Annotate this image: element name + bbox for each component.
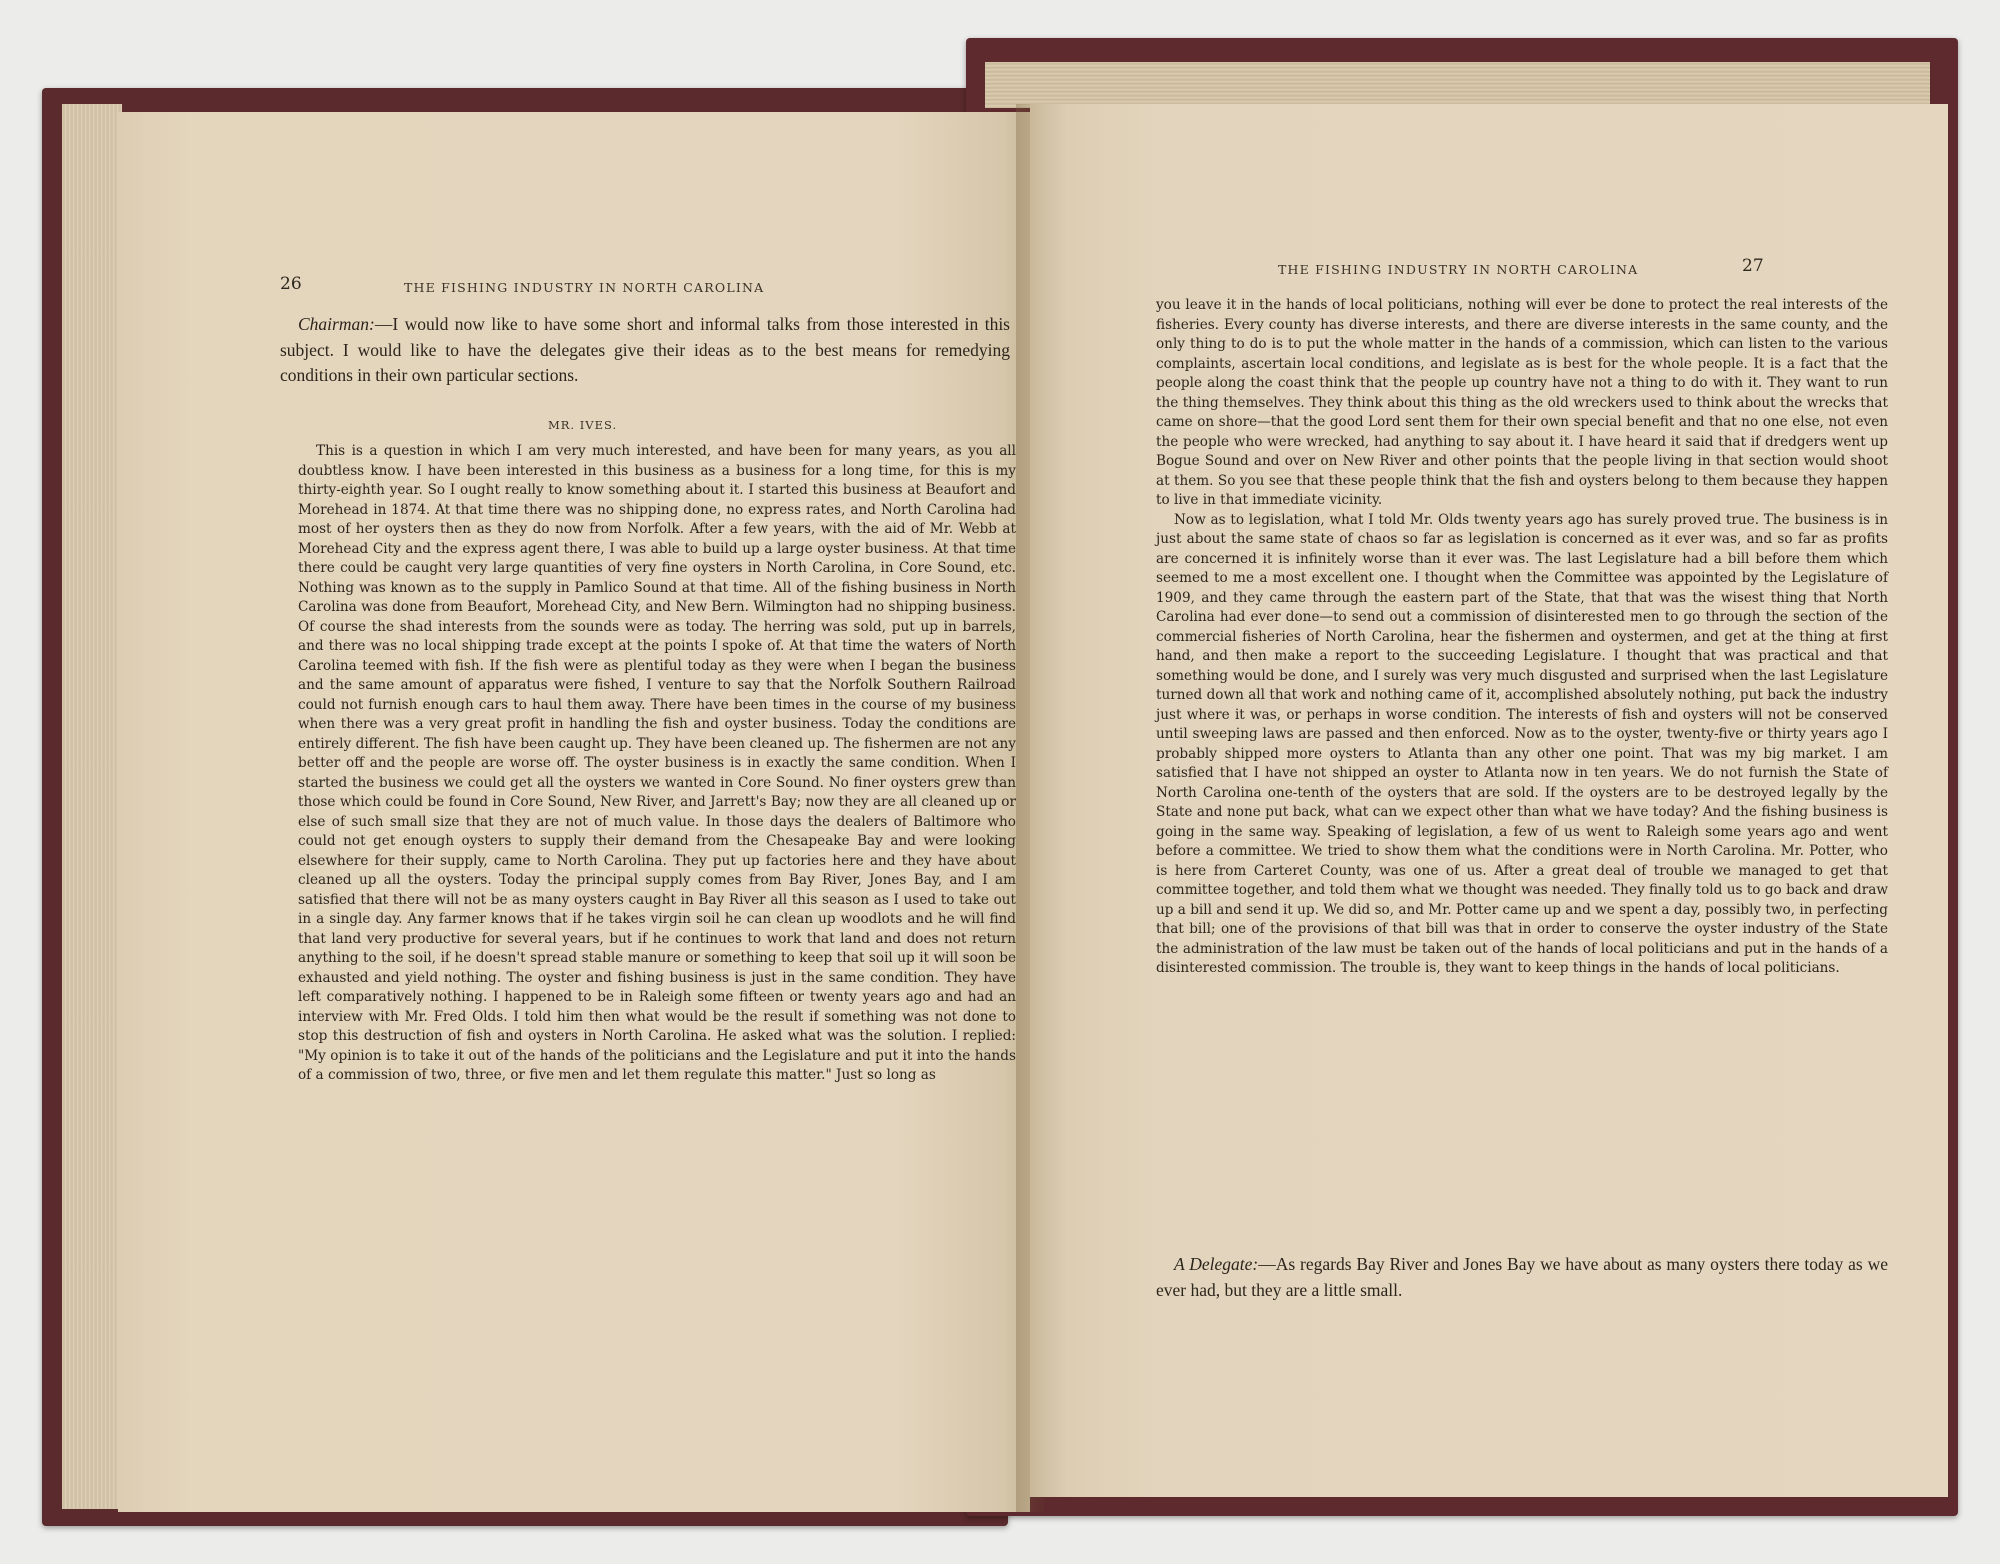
- delegate-text: —As regards Bay River and Jones Bay we have about as many oysters there today as we ever had, but they are a little small.: [1156, 1254, 1888, 1300]
- right-body-text: [1156, 296, 1888, 979]
- right-page-number: 27: [1742, 256, 1764, 276]
- delegate-speaker: A Delegate:: [1174, 1254, 1259, 1274]
- right-paragraph-2: Now as to legislation, what I told Mr. Olds twenty years ago has surely proved true. The business is in just about the same state of chaos so far as legislation is concerned as it ever was, and so far as profits are concerned it is infinitely worse than it ever was. The last Legislature had a bill before them which seemed to me a most excellent one. I thought when the Committee was appointed by the Legislature of 1909, and they came through the eastern part of the State, that that was the wisest thing that North Carolina had ever done—to send out a commission of disinterested men to go through the section of the commercial fisheries of North Carolina, hear the fishermen and oystermen, and get at the thing at first hand, and then make a report to the succeeding Legislature. I thought that was practical and that something would be done, and I surely was very much disgusted and surprised when the last Legislature turned down all that work and nothing came of it, accomplished absolutely nothing, put back the industry just where it was, or perhaps in worse condition. The interests of fish and oysters will not be conserved until sweeping laws are passed and then enforced. Now as to the oyster, twenty-five or thirty years ago I probably shipped more oysters to Atlanta than any other one point. That was my big market. I am satisfied that I have not shipped an oyster to Atlanta now in ten years. We do not furnish the State of North Carolina one-tenth of the oysters that are sold. If the oysters are to be destroyed legally by the State and none put back, what can we expect other than what we have today? And the fishing business is going in the same way. Speaking of legislation, a few of us went to Raleigh some years ago and went before a committee. We tried to show them what the conditions were in North Carolina. Mr. Potter, who is here from Carteret County, was one of us. After a great deal of trouble we managed to get that committee together, and told them what we thought was needed. They finally told us to go back and draw up a bill and send it up. We did so, and Mr. Potter came up and we spent a day, possibly two, in perfecting that bill; one of the provisions of that bill was that in order to conserve the oyster industry of the State the administration of the law must be taken out of the hands of local politicians and put in the hands of a disinterested commission. The trouble is, they want to keep things in the hands of local politicians.: [1156, 511, 1888, 976]
- left-running-head: THE FISHING INDUSTRY IN NORTH CAROLINA: [404, 280, 765, 295]
- right-page: [1030, 104, 1948, 1497]
- left-page-number: 26: [280, 274, 302, 294]
- chairman-speaker: Chairman:: [298, 314, 375, 334]
- page-edges-left: [62, 104, 122, 1509]
- delegate-remark: [1156, 1252, 1888, 1303]
- chairman-intro: [280, 312, 1010, 389]
- mr-ives-text: [298, 442, 1016, 1086]
- left-page: [118, 112, 1030, 1512]
- right-running-head: THE FISHING INDUSTRY IN NORTH CAROLINA: [1278, 262, 1639, 277]
- page-edges-top: [985, 62, 1930, 108]
- mr-ives-paragraph: This is a question in which I am very much interested, and have been for many years, as you all doubtless know. I have been interested in this business as a business for a long time, for this is my thirty-eighth year. So I ought really to know something about it. I started this business at Beaufort and Morehead in 1874. At that time there was no shipping done, no express rates, and North Carolina had most of her oysters then as they do now from Norfolk. After a few years, with the aid of Mr. Webb at Morehead City and the express agent there, I was able to build up a large oyster business. At that time there could be caught very large quantities of very fine oysters in North Carolina, in Core Sound, etc. Nothing was known as to the supply in Pamlico Sound at that time. All of the fishing business in North Carolina was done from Beaufort, Morehead City, and New Bern. Wilmington had no shipping business. Of course the shad interests from the sounds were as today. The herring was sold, put up in barrels, and there was no local shipping trade except at the points I spoke of. At that time the waters of North Carolina teemed with fish. If the fish were as plentiful today as they were when I began the business and the same amount of apparatus were fished, I venture to say that the Norfolk Southern Railroad could not furnish enough cars to haul them away. There have been times in the course of my business when there was a very great profit in handling the fish and oyster business. Today the conditions are entirely different. The fish have been caught up. They have been cleaned up. The fishermen are not any better off and the people are worse off. The oyster business is in exactly the same condition. When I started the business we could get all the oysters we wanted in Core Sound. No finer oysters grew than those which could be found in Core Sound, New River, and Jarrett's Bay; now they are all cleaned up or else of such small size that they are not of much value. In those days the dealers of Baltimore who could not get enough oysters to supply their demand from the Chesapeake Bay and were looking elsewhere for their supply, came to North Carolina. They put up factories here and they have about cleaned up all the oysters. Today the principal supply comes from Bay River, Jones Bay, and I am satisfied that there will not be as many oysters caught in Bay River all this season as I used to take out in a single day. Any farmer knows that if he takes virgin soil he can clean up woodlots and he will find that land very productive for several years, but if he continues to work that land and does not return anything to the soil, if he doesn't spread stable manure or something to keep that soil up it will soon be exhausted and yield nothing. The oyster and fishing business is just in the same condition. They have left comparatively nothing. I happened to be in Raleigh some fifteen or twenty years ago and had an interview with Mr. Fred Olds. I told him then what would be the result if something was not done to stop this destruction of fish and oysters in North Carolina. He asked what was the solution. I replied: "My opinion is to take it out of the hands of the politicians and the Legislature and put it into the hands of a commission of two, three, or five men and let them regulate this matter." Just so long as: [298, 443, 1016, 1083]
- right-paragraph-1: you leave it in the hands of local politicians, nothing will ever be done to protect the real interests of the fisheries. Every county has diverse interests, and there are diverse interests in the same county, and the only thing to do is to put the whole matter in the hands of a commission, which can listen to the various complaints, ascertain local conditions, and legislate as is best for the whole people. It is a fact that the people along the coast think that the people up country have not a thing to do with it. They want to run the thing themselves. They think about this thing as the old wreckers used to think about the wrecks that came on shore—that the good Lord sent them for their own special benefit and that no one else, not even the people who were wrecked, had anything to say about it. I have heard it said that if dredgers went up Bogue Sound and over on New River and other points that the people living in that section would shoot at them. So you see that these people think that the fish and oysters belong to them because they happen to live in that immediate vicinity.: [1156, 297, 1888, 508]
- section-heading-mr-ives: MR. IVES.: [548, 418, 618, 432]
- chairman-text: —I would now like to have some short and informal talks from those interested in this subject. I would like to have the delegates give their ideas as to the best means for remedying conditions in their own particular sections.: [280, 314, 1010, 385]
